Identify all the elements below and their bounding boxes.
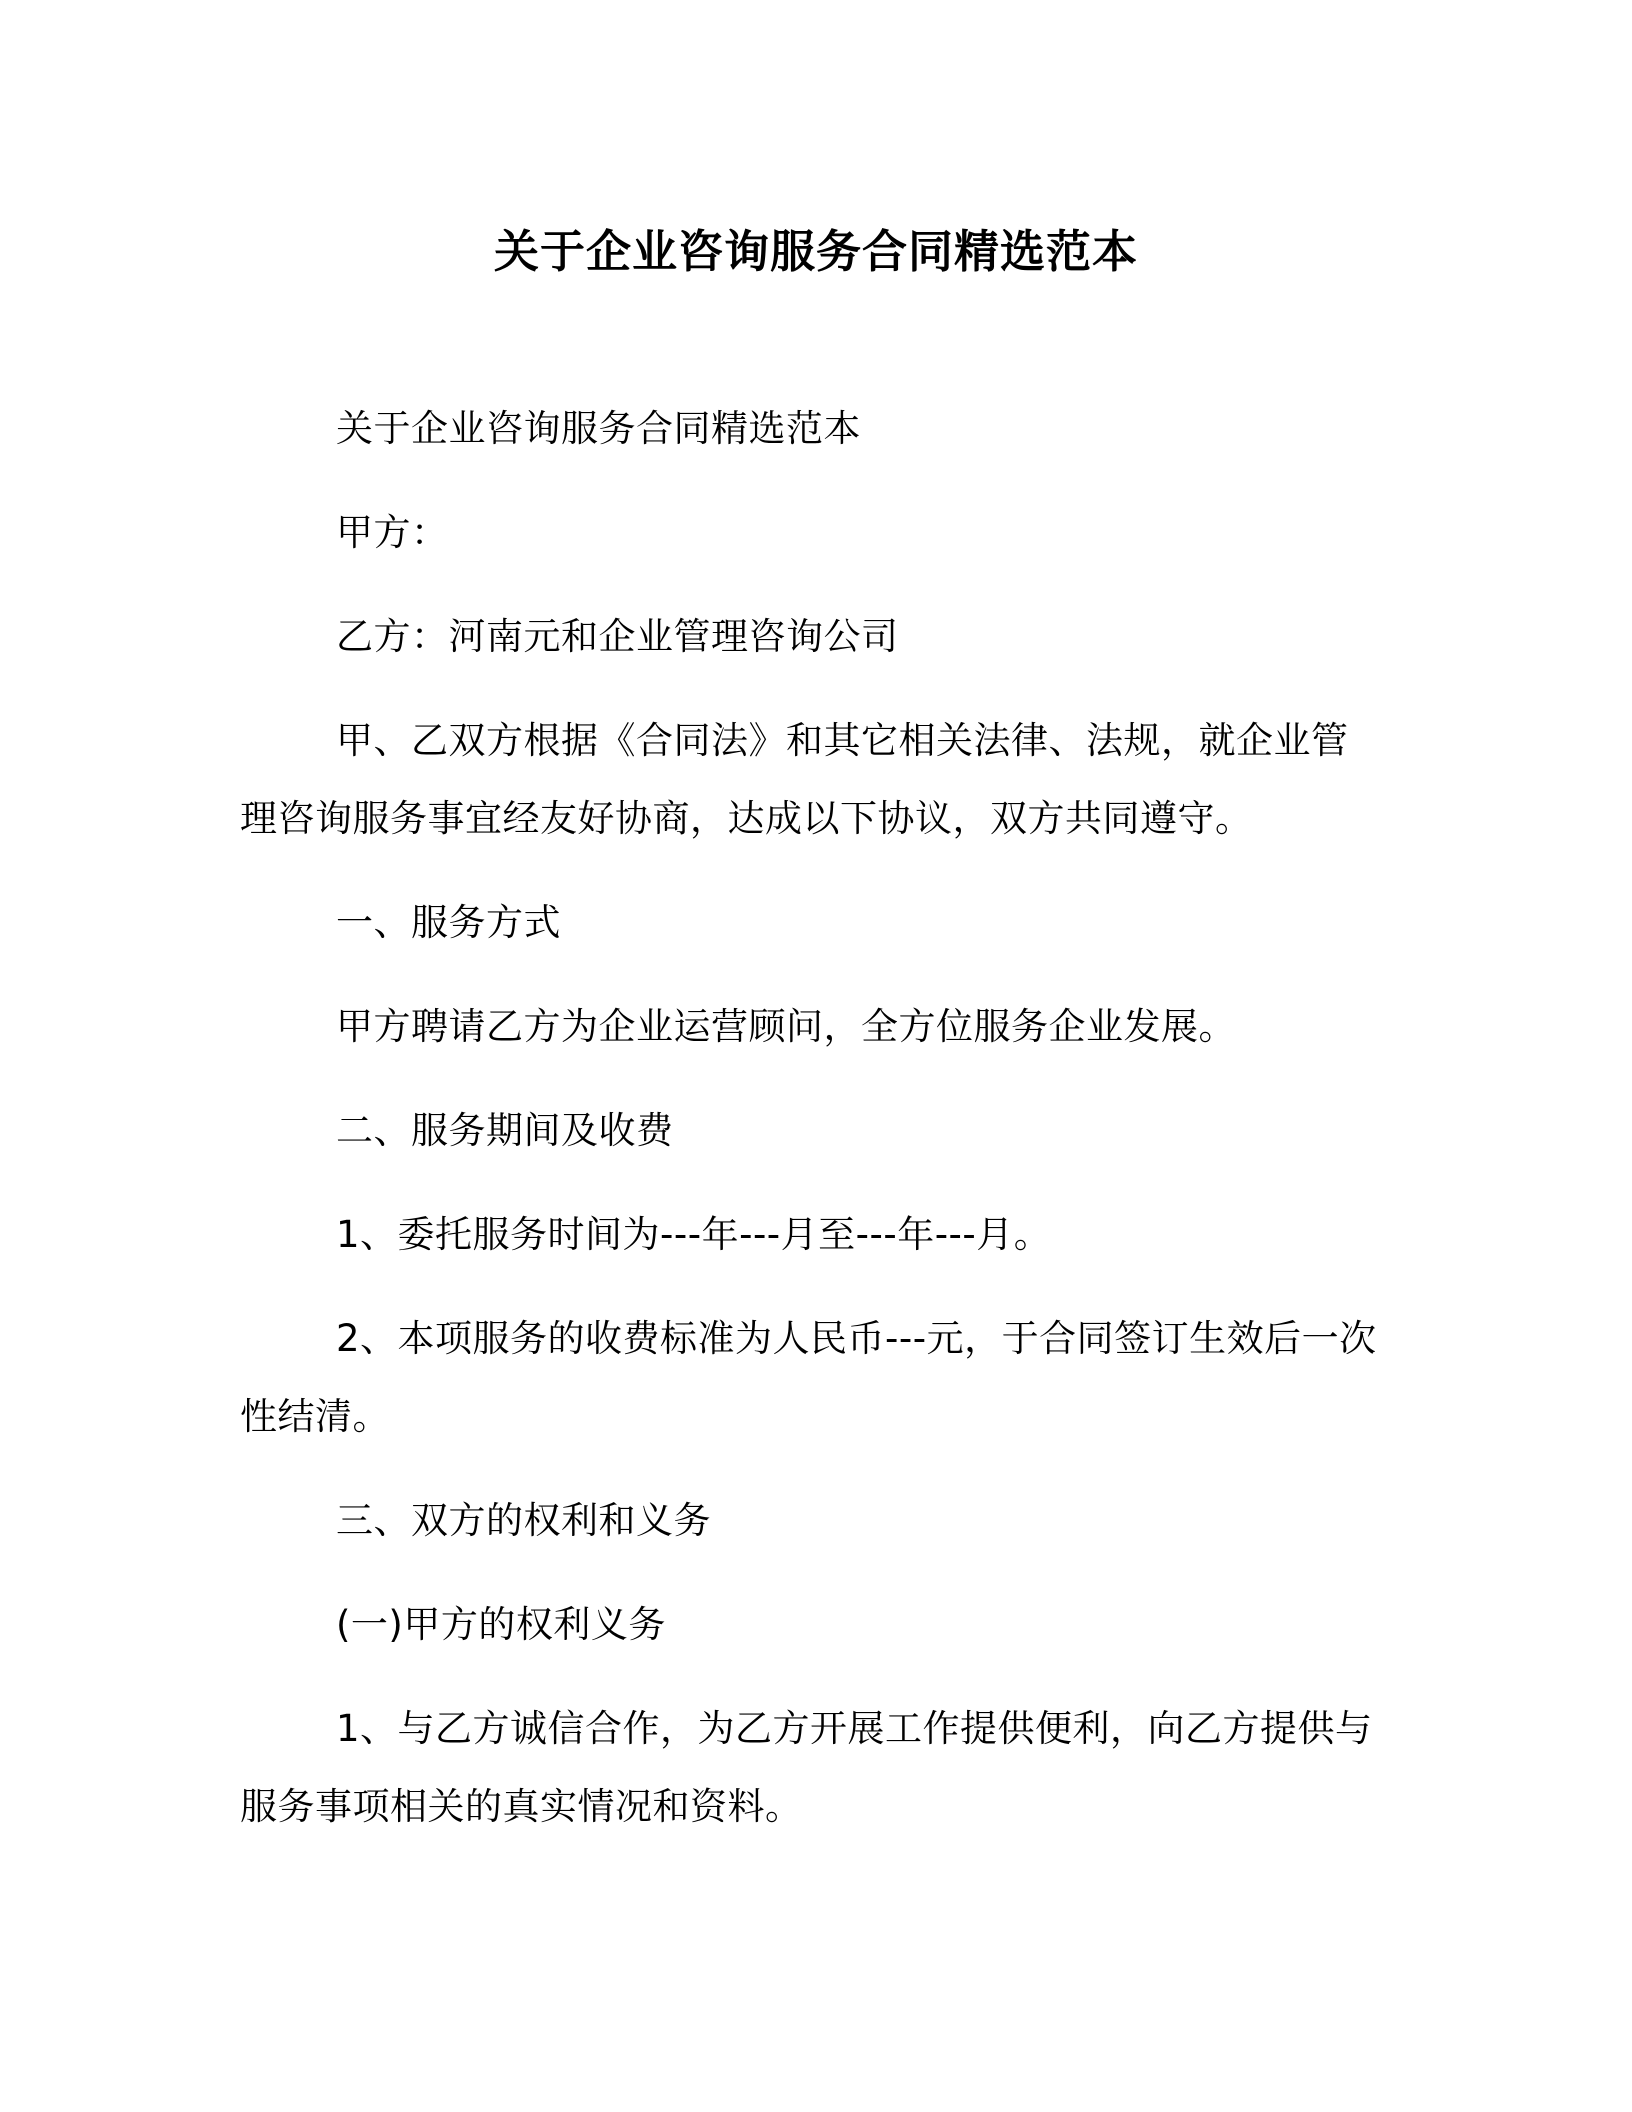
subsection-heading-party-a: (一)甲方的权利义务 <box>336 1603 666 1646</box>
section-heading-service-method: 一、服务方式 <box>336 901 561 944</box>
agreement-intro-paragraph: 甲、乙双方根据《合同法》和其它相关法律、法规，就企业管理咨询服务事宜经友好协商，达成以下协议，双方共同遵守。 <box>240 719 1349 840</box>
term-clause: 1、委托服务时间为---年---月至---年---月。 <box>336 1213 1052 1256</box>
section-heading-rights-obligations: 三、双方的权利和义务 <box>336 1499 711 1542</box>
document-title: 关于企业咨询服务合同精选范本 <box>493 225 1138 278</box>
party-b-line: 乙方：河南元和企业管理咨询公司 <box>336 615 899 658</box>
party-a-obligation-clause: 1、与乙方诚信合作，为乙方开展工作提供便利，向乙方提供与服务事项相关的真实情况和资料。 <box>240 1707 1373 1828</box>
service-method-paragraph: 甲方聘请乙方为企业运营顾问，全方位服务企业发展。 <box>336 1005 1236 1048</box>
section-heading-term-and-fees: 二、服务期间及收费 <box>336 1109 674 1152</box>
party-a-line: 甲方： <box>336 511 449 554</box>
subtitle-paragraph: 关于企业咨询服务合同精选范本 <box>336 407 861 450</box>
document-body <box>240 390 1384 1872</box>
fee-clause: 2、本项服务的收费标准为人民币---元，于合同签订生效后一次性结清。 <box>240 1317 1377 1438</box>
